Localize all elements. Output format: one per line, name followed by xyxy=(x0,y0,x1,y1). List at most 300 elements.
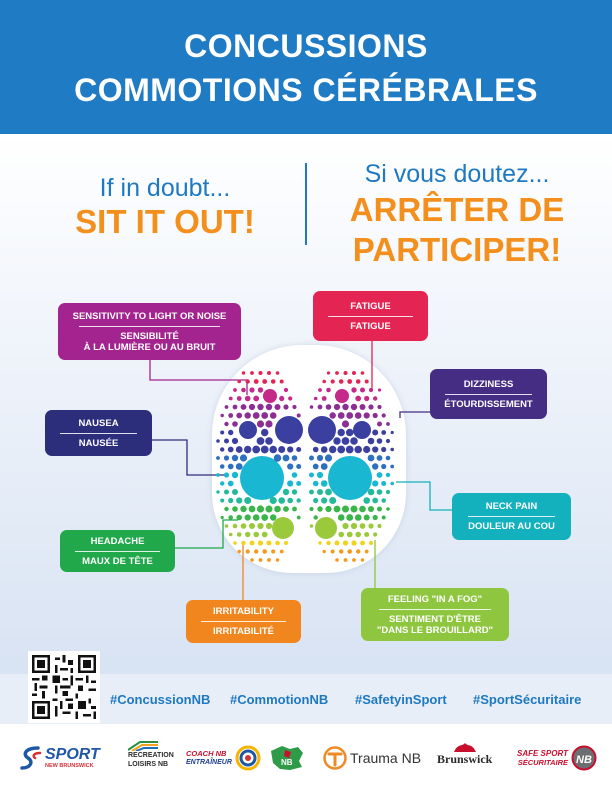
symptom-light-noise-fr xyxy=(84,327,216,353)
brain-dot xyxy=(342,506,349,513)
brain-dot xyxy=(317,472,323,478)
logo-trauma-nb xyxy=(323,741,421,775)
brain-dot xyxy=(360,404,366,410)
brain-dot xyxy=(276,558,279,561)
symptom-irritability-en: IRRITABILITY xyxy=(212,606,275,617)
brain-dot xyxy=(253,514,260,521)
symptom-nausea-en: NAUSEA xyxy=(78,417,119,429)
brain-dot xyxy=(297,516,301,520)
brain-dot xyxy=(360,541,365,546)
brain-dot xyxy=(263,389,277,403)
brain-dot xyxy=(369,541,373,545)
brain-dot xyxy=(368,489,375,496)
brain-dot xyxy=(331,550,335,554)
brain-dot xyxy=(292,472,298,478)
brain-dot xyxy=(267,371,271,375)
brain-dot xyxy=(386,473,390,477)
symptom-light-noise xyxy=(58,303,241,360)
brain-dot xyxy=(318,405,323,410)
brain-dot xyxy=(266,506,273,513)
brain-dot xyxy=(233,541,237,545)
brain-dot xyxy=(267,541,272,546)
brain-dot xyxy=(338,532,344,538)
brain-dot xyxy=(364,396,369,401)
brain-dot xyxy=(326,541,330,545)
brain-dot xyxy=(254,549,258,553)
brain-dot xyxy=(229,397,233,401)
brain-dot xyxy=(360,388,365,393)
brain-dot xyxy=(308,416,336,444)
brain-dot xyxy=(335,558,339,562)
brain-dot xyxy=(369,388,373,392)
brain-dot xyxy=(372,480,378,486)
brain-dot xyxy=(284,541,288,545)
logo-brunswick-text: Brunswick xyxy=(437,752,493,766)
brain-dot xyxy=(296,481,301,486)
brain-dot xyxy=(309,473,314,478)
brain-dot xyxy=(237,532,242,537)
brain-dot xyxy=(276,371,280,375)
brain-dot xyxy=(292,507,297,512)
brain-dot xyxy=(258,540,263,545)
tagline-en-line1: If in doubt... xyxy=(99,174,231,202)
brain-dot xyxy=(339,379,344,384)
brain-dot xyxy=(318,541,321,544)
brain-dot xyxy=(339,549,343,553)
brain-dot xyxy=(270,497,277,504)
symptom-light-noise-fr-1: SENSIBILITÉ xyxy=(120,330,179,342)
brain-dot xyxy=(232,489,238,495)
brain-dot xyxy=(240,454,247,461)
brain-dot xyxy=(261,446,269,454)
brain-dot xyxy=(390,448,394,452)
brain-dot xyxy=(266,523,272,529)
brain-dot xyxy=(229,533,233,537)
brain-dot xyxy=(382,516,386,520)
brain-dot xyxy=(372,463,378,469)
brain-dot xyxy=(232,506,238,512)
brain-dot xyxy=(352,371,356,375)
brain-dot xyxy=(253,412,260,419)
brain-dot xyxy=(239,421,257,439)
brain-dot xyxy=(313,464,319,470)
brain-dot xyxy=(351,523,357,529)
logo-coach-line1: COACH NB xyxy=(186,749,227,758)
hashtag-safety[interactable]: #SafetyinSport xyxy=(355,692,447,707)
brain-dot xyxy=(310,524,313,527)
brain-dot xyxy=(224,507,228,511)
brain-dot xyxy=(224,472,229,477)
brain-dot xyxy=(220,464,225,469)
symptom-fog-fr-2: "DANS LE BROUILLARD" xyxy=(376,624,494,636)
brain-dot xyxy=(386,422,390,426)
symptom-fog-fr-1: SENTIMENT D'ÊTRE xyxy=(389,613,481,625)
brain-dot xyxy=(347,532,353,538)
brain-dot xyxy=(244,497,251,504)
logo-coach-nb xyxy=(186,741,261,775)
brain-dot xyxy=(228,430,233,435)
hashtag-concussion[interactable]: #ConcussionNB xyxy=(110,692,211,707)
brain-dot xyxy=(287,480,293,486)
brain-dot xyxy=(233,524,238,529)
brain-dot xyxy=(342,404,348,410)
brain-dot xyxy=(378,388,381,391)
brain-dot xyxy=(314,515,318,519)
logo-coach-line2: ENTRAÎNEUR xyxy=(186,759,232,766)
brain-dot xyxy=(244,446,251,453)
brain-dot xyxy=(377,455,383,461)
brain-dot xyxy=(391,431,394,434)
logo-safe-line1: SAFE SPORT xyxy=(517,749,568,758)
brain-dot xyxy=(386,456,391,461)
brain-dot xyxy=(216,439,220,443)
brain-dot xyxy=(287,446,293,452)
brain-dot xyxy=(344,371,348,375)
brain-dot xyxy=(262,532,268,538)
brain-dot xyxy=(254,379,259,384)
logo-trauma-text: Trauma NB xyxy=(350,750,422,766)
brain-dot xyxy=(381,464,386,469)
brain-dot xyxy=(220,431,224,435)
brain-dot xyxy=(275,416,303,444)
brain-dot xyxy=(228,498,233,503)
brain-dot xyxy=(280,380,284,384)
brain-dot xyxy=(257,505,264,512)
brain-dot xyxy=(238,550,241,553)
brain-dot xyxy=(317,455,323,461)
brain-dot xyxy=(368,523,373,528)
brain-dot xyxy=(321,463,328,470)
brain-dot xyxy=(232,421,238,427)
brain-dot xyxy=(228,464,234,470)
brain-dot xyxy=(228,481,234,487)
brain-dot xyxy=(246,379,250,383)
title-french: COMMOTIONS CÉRÉBRALES xyxy=(74,72,538,108)
brain-dot xyxy=(257,420,264,427)
brain-dot xyxy=(361,558,364,561)
brain-dot xyxy=(377,524,381,528)
brain-dot xyxy=(343,540,348,545)
brain-dot xyxy=(309,456,314,461)
brain-dot xyxy=(265,420,272,427)
brain-dot xyxy=(228,447,234,453)
brain-dot xyxy=(292,489,297,494)
brain-dot xyxy=(386,490,390,494)
brain-dot xyxy=(318,388,322,392)
brain-dot xyxy=(242,371,245,374)
brain-dot xyxy=(321,497,327,503)
brain-dot xyxy=(338,412,345,419)
symptom-dizziness-en: DIZZINESS xyxy=(463,378,514,390)
brain-dot xyxy=(386,507,390,511)
brain-dot xyxy=(270,514,276,520)
brain-dot xyxy=(297,498,301,502)
hashtag-sport-securitaire[interactable]: #SportSécuritaire xyxy=(473,692,582,707)
logo-rec-line2: LOISIRS NB xyxy=(128,761,169,768)
brain-dot xyxy=(322,380,326,384)
logo-sport-sub: NEW BRUNSWICK xyxy=(45,762,94,769)
hashtag-commotion[interactable]: #CommotionNB xyxy=(230,692,329,707)
province-map-icon xyxy=(268,743,306,773)
brain-dot xyxy=(352,558,356,562)
brain-dot xyxy=(257,437,265,445)
brain-dot xyxy=(333,437,340,444)
brain-dot xyxy=(381,430,386,435)
symptom-light-noise-fr-2: À LA LUMIÈRE OU AU BRUIT xyxy=(83,341,216,353)
brain-dot xyxy=(246,549,250,553)
brain-dot xyxy=(373,413,378,418)
brain-dot xyxy=(225,524,229,528)
brain-dot xyxy=(249,523,255,529)
brain-dot xyxy=(245,412,251,418)
brain-dot xyxy=(342,420,349,427)
brain-dot xyxy=(347,379,352,384)
brain-dot xyxy=(216,473,220,477)
brain-dot xyxy=(377,438,383,444)
brain-dot xyxy=(351,404,357,410)
brain-dot xyxy=(368,404,373,409)
brain-dot xyxy=(265,437,273,445)
logo-recreation-nb xyxy=(128,741,174,775)
brain-dot xyxy=(237,396,242,401)
brain-dot xyxy=(346,429,354,437)
brain-dot xyxy=(245,532,250,537)
title-english: CONCUSSIONS xyxy=(184,28,428,64)
symptom-irritability xyxy=(186,600,301,643)
recreation-stripes-icon xyxy=(128,741,158,751)
symptom-nausea xyxy=(45,410,152,456)
brain-dot xyxy=(224,490,229,495)
brain-dot xyxy=(253,396,259,402)
brain-dot xyxy=(280,550,284,554)
brain-dot xyxy=(364,412,370,418)
connector-lines xyxy=(150,341,452,600)
brain-dot xyxy=(368,438,375,445)
brain-dot xyxy=(361,371,365,375)
brain-dot xyxy=(297,414,301,418)
symptom-fatigue xyxy=(313,291,428,341)
tagline-fr-line2b: PARTICIPER! xyxy=(352,231,562,268)
brain-dot xyxy=(249,506,256,513)
brain-dot xyxy=(314,397,318,401)
brain-dot xyxy=(346,514,353,521)
brain-dot xyxy=(245,396,251,402)
brain-dot xyxy=(381,498,386,503)
brain-dot xyxy=(342,437,350,445)
brain-dot xyxy=(296,447,301,452)
brain-dot xyxy=(317,489,323,495)
brain-dot xyxy=(220,499,224,503)
brain-dot xyxy=(335,371,339,375)
brain-dot xyxy=(337,446,345,454)
logo-sport-text: SPORT xyxy=(45,745,100,763)
brain-dot xyxy=(232,438,238,444)
brain-dot xyxy=(334,404,340,410)
brain-dot xyxy=(355,412,362,419)
brain-dot xyxy=(330,412,336,418)
brain-dot xyxy=(381,447,386,452)
brain-dot xyxy=(236,413,242,419)
brain-dot xyxy=(372,446,378,452)
brain-dot xyxy=(347,549,352,554)
brain-dot xyxy=(377,472,383,478)
brain-dot xyxy=(288,396,292,400)
brain-dot xyxy=(271,549,275,553)
brain-dot xyxy=(322,396,327,401)
brain-dot xyxy=(233,405,238,410)
logo-nb-mark: NB xyxy=(281,758,293,767)
symptom-dizziness xyxy=(430,369,547,419)
brain-dot xyxy=(221,516,224,519)
sport-swoosh-icon xyxy=(20,745,42,771)
brain-dot xyxy=(253,532,259,538)
brain-dot xyxy=(334,506,341,513)
symptom-fatigue-en: FATIGUE xyxy=(350,300,391,312)
logo-sport-nb xyxy=(20,741,100,775)
brain-dot xyxy=(274,454,281,461)
brain-dot xyxy=(360,523,366,529)
brain-dot xyxy=(236,515,242,521)
symptom-fog-en: FEELING "IN A FOG" xyxy=(387,593,483,605)
logo-brunswick xyxy=(437,741,492,775)
tagline-en-line2: SIT IT OUT! xyxy=(75,203,255,240)
brain-dot xyxy=(326,404,332,410)
brain-dot xyxy=(250,558,254,562)
brain-dot xyxy=(338,514,345,521)
brain-dot xyxy=(373,396,377,400)
brain-dot xyxy=(321,480,328,487)
brain-dot xyxy=(261,412,268,419)
brain-dot xyxy=(292,455,298,461)
symptom-fatigue-fr: FATIGUE xyxy=(350,320,391,332)
brain-dot xyxy=(275,541,280,546)
brain-dot xyxy=(342,523,348,529)
brain-dot xyxy=(274,506,281,513)
brain-dot xyxy=(275,404,281,410)
brain-dot xyxy=(296,464,301,469)
brain-dot xyxy=(315,517,337,539)
qr-code-graphic xyxy=(32,655,96,719)
brain-dot xyxy=(351,506,358,513)
brain-dot xyxy=(278,497,285,504)
brain-dot xyxy=(269,446,277,454)
qr-code-icon[interactable] xyxy=(28,651,100,723)
brain-dot xyxy=(240,506,246,512)
brain-dot xyxy=(372,498,378,504)
brain-dot xyxy=(261,429,268,436)
symptom-irritability-fr: IRRITABILITÉ xyxy=(212,626,275,637)
brain-dot xyxy=(261,514,268,521)
brain-dot xyxy=(325,506,331,512)
brain-dot xyxy=(228,515,233,520)
brain-dot xyxy=(284,388,288,392)
brain-dot xyxy=(232,472,238,478)
safe-sport-badge-icon xyxy=(571,745,597,771)
brain-dot xyxy=(279,396,284,401)
brain-dot xyxy=(259,558,263,562)
brain-dot xyxy=(377,405,381,409)
brain-dot xyxy=(283,489,289,495)
brain-dot xyxy=(220,481,224,485)
brain-dot xyxy=(267,558,271,562)
brain-dot xyxy=(252,446,260,454)
logo-rec-line1: RECREATION xyxy=(128,752,174,759)
brain-dot xyxy=(313,481,319,487)
brain-dot xyxy=(224,439,229,444)
brain-dot xyxy=(325,489,332,496)
brain-dot xyxy=(377,507,382,512)
brain-dot xyxy=(372,430,378,436)
brain-dot xyxy=(257,404,263,410)
brain-dot xyxy=(241,523,247,529)
brain-dot xyxy=(236,463,243,470)
brain-dot xyxy=(240,456,284,500)
logo-safe-nb: NB xyxy=(575,754,592,766)
brain-dot xyxy=(326,388,331,393)
brain-dot xyxy=(364,532,369,537)
brain-dot xyxy=(259,371,263,375)
tagline-fr-line2a: ARRÊTER DE xyxy=(349,191,565,228)
brain-dot xyxy=(309,507,313,511)
brain-dot xyxy=(327,371,330,374)
brain-dot xyxy=(245,514,251,520)
brain-dot xyxy=(356,549,360,553)
brain-dot xyxy=(257,523,263,529)
brain-dot xyxy=(233,388,237,392)
brain-dot xyxy=(250,541,255,546)
symptom-neck-pain-en: NECK PAIN xyxy=(485,501,538,512)
brain-dot xyxy=(364,515,370,521)
brain-dot xyxy=(241,404,247,410)
trauma-t-icon xyxy=(323,746,347,770)
symptom-neck-pain xyxy=(452,493,571,540)
brain-dot xyxy=(220,447,224,451)
brain-dot xyxy=(224,455,229,460)
brain-dot xyxy=(262,379,267,384)
brain-dot xyxy=(346,446,354,454)
tagline-fr-line1: Si vous doutez... xyxy=(364,160,550,188)
brain-dot xyxy=(377,489,383,495)
logo-province-map xyxy=(268,741,306,775)
brain-dot xyxy=(237,380,241,384)
brain-dot xyxy=(241,541,245,545)
brain-dot xyxy=(328,456,372,500)
brain-dot xyxy=(323,550,326,553)
brain-dot xyxy=(250,371,254,375)
brain-dot xyxy=(313,447,319,453)
brain-dot xyxy=(310,405,314,409)
brain-dot xyxy=(373,515,378,520)
brain-dot xyxy=(283,506,289,512)
brain-dot xyxy=(225,405,229,409)
brain-dot xyxy=(271,379,276,384)
brain-dot xyxy=(373,532,377,536)
symptom-headache-fr: MAUX DE TÊTE xyxy=(82,555,153,567)
brain-dot xyxy=(354,446,362,454)
brain-dot xyxy=(365,380,369,384)
brain-dot xyxy=(329,446,336,453)
brain-dot xyxy=(335,541,340,546)
brain-dot xyxy=(331,379,335,383)
brain-dot xyxy=(363,497,370,504)
brain-dot xyxy=(355,532,361,538)
brain-dot xyxy=(216,456,220,460)
brain-dot xyxy=(236,497,242,503)
brain-dot xyxy=(287,463,293,469)
brain-dot xyxy=(249,404,255,410)
brain-dot xyxy=(313,498,318,503)
brain-dot xyxy=(363,446,370,453)
